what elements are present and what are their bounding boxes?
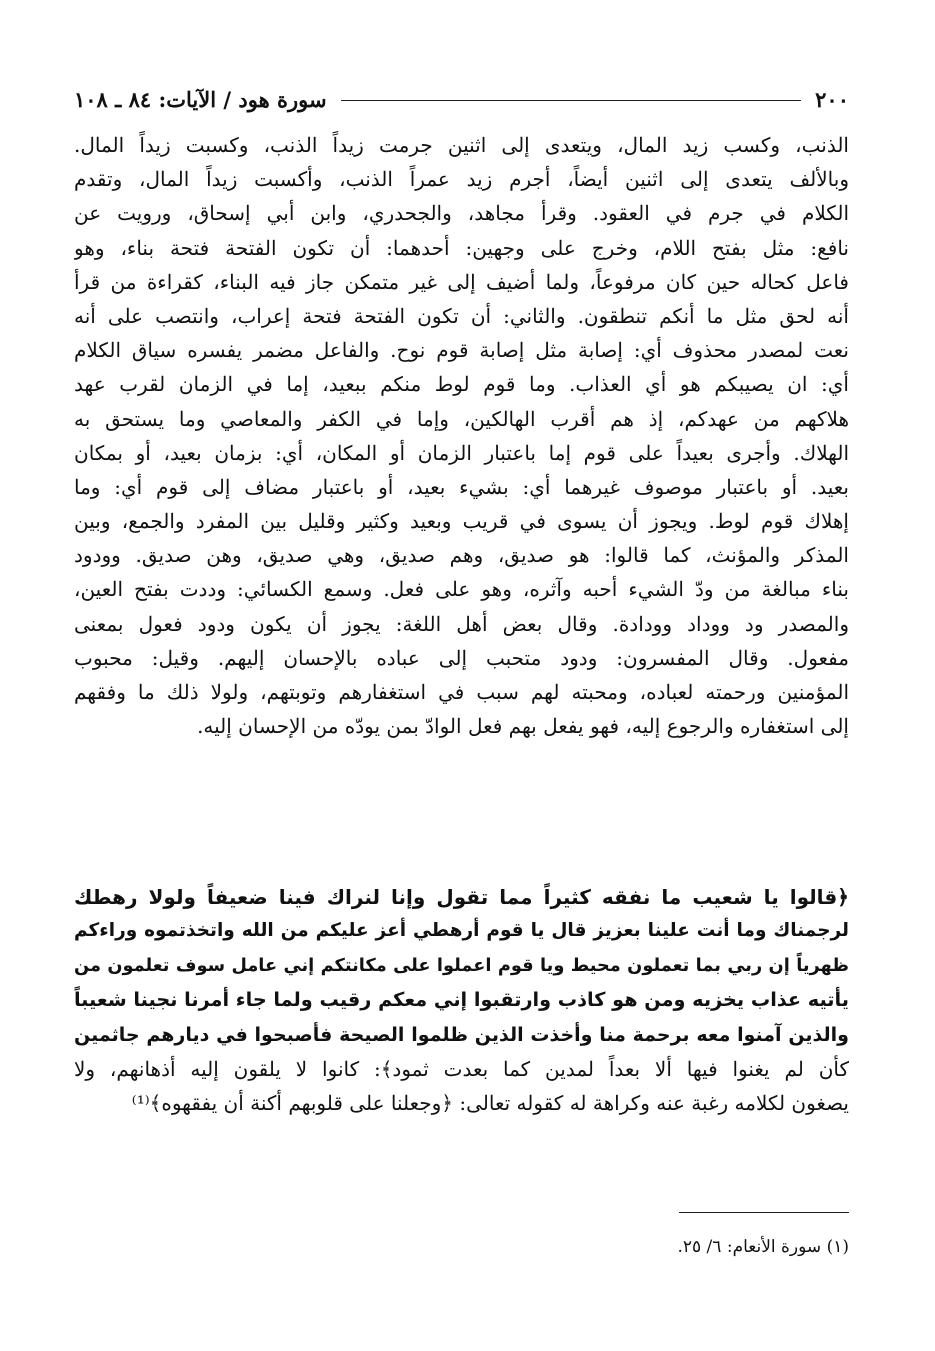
text-line: وبالألف يتعدى إلى اثنين أيضاً، أجرم زيد عمراً الذنب، وأكسبت زيداً المال، وتقدم xyxy=(74,167,849,192)
text-line: بناء مبالغة من ودّ الشيء أحبه وآثره، وهو على فعل. وسمع الكسائي: وددت بفتح العين، xyxy=(74,577,849,602)
verse-line: يأتيه عذاب يخزيه ومن هو كاذب وارتقبوا إني معكم رقيب ولما جاء أمرنا نجينا شعيباً xyxy=(74,988,849,1012)
verse-line: كأن لم يغنوا فيها ألا بعداً لمدين كما بعدت ثمود﴾: كانوا لا يلقون إليه أذهانهم، ولا xyxy=(74,1056,849,1081)
page-header xyxy=(74,84,849,116)
text-line: المؤمنين ورحمته لعباده، ومحبته لهم سبب في استغفارهم وتوبتهم، ولولا ذلك ما وفقهم xyxy=(74,680,849,704)
commentary-text xyxy=(74,128,849,743)
footnote: (١) سورة الأنعام: ٦/ ٢٥. xyxy=(677,1237,849,1257)
text-line: والمصدر ود ووداد وودادة. وقال بعض أهل اللغة: يجوز أن يكون ودود فعول بمعنى xyxy=(74,611,849,636)
text-line: الذنب، وكسب زيد المال، ويتعدى إلى اثنين جرمت زيداً الذنب، وكسبت زيداً المال. xyxy=(74,133,849,157)
text-line: نعت لمصدر محذوف أي: إصابة مثل إصابة قوم نوح. والفاعل مضمر يفسره سياق الكلام xyxy=(74,338,849,363)
verse-line: والذين آمنوا معه برحمة منا وأخذت الذين ظلموا الصيحة فأصبحوا في ديارهم جاثمين xyxy=(74,1023,849,1046)
text-line: نافع: مثل بفتح اللام، وخرج على وجهين: أحدهما: أن تكون الفتحة فتحة بناء، وهو xyxy=(74,235,849,260)
verse-line: ظهرياً إن ربي بما تعملون محيط ويا قوم اعملوا على مكانتكم إني عامل سوف تعلمون من xyxy=(74,955,849,976)
page-number: ٢٠٠ xyxy=(815,87,849,112)
text-line: بعيد. أو باعتبار موصوف غيرهما أي: بشيء بعيد، أو باعتبار مضاف إلى قوم أي: وما xyxy=(74,474,849,499)
verse-line: يصغون لكلامه رغبة عنه وكراهة له كقوله تعالى: ﴿وجعلنا على قلوبهم أكنة أن يفقهوه﴾⁽¹⁾ xyxy=(131,1091,849,1116)
text-line: الكلام في جرم في العقود. وقرأ مجاهد، والجحدري، وابن أبي إسحاق، ورويت عن xyxy=(74,201,849,226)
running-title: سورة هود / الآيات: ٨٤ ـ ١٠٨ xyxy=(74,87,327,112)
footnote-rule xyxy=(679,1212,849,1213)
text-line: مفعول. وقال المفسرون: ودود متحبب إلى عباده بالإحسان إليهم. وقيل: محبوب xyxy=(74,645,849,670)
verse-line: ﴿قالوا يا شعيب ما نفقه كثيراً مما تقول وإنا لنراك فينا ضعيفاً ولولا رهطك xyxy=(74,885,849,909)
text-line: أنه لحق مثل ما أنكم تنطقون. والثاني: أن تكون الفتحة فتحة إعراب، وانتصب على أنه xyxy=(74,303,849,328)
verse-line: لرجمناك وما أنت علينا بعزيز قال يا قوم أرهطي أعز عليكم من الله واتخذتموه وراءكم xyxy=(74,920,849,942)
text-line: الهلاك. وأجرى بعيداً على قوم إما باعتبار الزمان أو المكان، أي: بزمان بعيد، أو بمكان xyxy=(74,440,849,465)
text-line: المذكر والمؤنث، كما قالوا: هو صديق، وهم صديق، وهي صديق، وهن صديق. وودود xyxy=(74,543,849,568)
quran-verse-block xyxy=(74,880,849,1121)
header-rule xyxy=(341,100,802,101)
text-line: أي: ان يصيبكم هو أي العذاب. وما قوم لوط منكم ببعيد، إما في الزمان لقرب عهد xyxy=(74,372,849,397)
text-line: هلاكهم من عهدكم، إذ هم أقرب الهالكين، وإما في الكفر والمعاصي وما يستحق به xyxy=(74,406,849,431)
text-line: إهلاك قوم لوط. ويجوز أن يسوى في قريب وبعيد وكثير وقليل بين المفرد والجمع، وبين xyxy=(74,509,849,534)
text-line: فاعل كحاله حين كان مرفوعاً، ولما أضيف إلى غير متمكن جاز فيه البناء، كقراءة من قرأ xyxy=(74,269,849,294)
text-line: إلى استغفاره والرجوع إليه، فهو يفعل بهم فعل الوادّ بمن يودّه من الإحسان إليه. xyxy=(197,714,849,739)
